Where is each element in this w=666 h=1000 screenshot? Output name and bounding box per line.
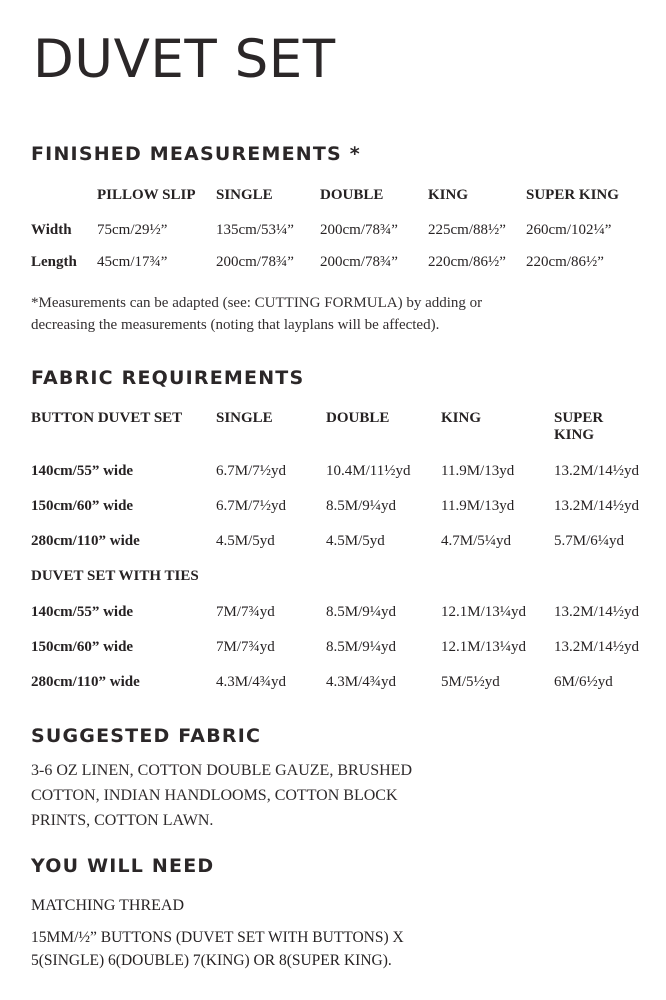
fm-cell: 220cm/86½” (428, 253, 506, 270)
page-title: DUVET SET (33, 29, 336, 90)
fm-cell: 225cm/88½” (428, 221, 506, 238)
fq-cell: 4.3M/4¾yd (216, 673, 287, 690)
fq-ties-row-280 (31, 674, 642, 691)
fq-cell: 7M/7¾yd (216, 638, 275, 655)
suggested-fabric-heading: SUGGESTED FABRIC (31, 724, 262, 747)
fq-button-row-150 (31, 498, 642, 515)
fq-col-header-king: KING (441, 409, 482, 426)
suggested-fabric-line: 3-6 OZ LINEN, COTTON DOUBLE GAUZE, BRUSHED (31, 761, 413, 779)
fq-ties-subheading: DUVET SET WITH TIES (31, 567, 199, 584)
fq-cell: 8.5M/9¼yd (326, 497, 397, 514)
fq-col-header-double: DOUBLE (326, 409, 390, 426)
fm-cell: 75cm/29½” (97, 221, 168, 238)
fm-row-width (31, 222, 642, 239)
suggested-fabric-line: PRINTS, COTTON LAWN. (31, 811, 214, 829)
fq-cell: 11.9M/13yd (441, 497, 515, 514)
fq-cell: 12.1M/13¼yd (441, 603, 527, 620)
buttons-requirement-line: 15MM/½” BUTTONS (DUVET SET WITH BUTTONS) X (31, 928, 404, 946)
you-will-need-heading: YOU WILL NEED (31, 854, 215, 877)
fq-header-row (31, 410, 642, 444)
fq-row-label: 280cm/110” wide (31, 532, 140, 549)
fq-row-label: 150cm/60” wide (31, 497, 134, 514)
measurements-footnote (31, 292, 642, 336)
fabric-requirements-section (31, 366, 642, 691)
fq-button-row-140 (31, 463, 642, 480)
fq-cell: 5M/5½yd (441, 673, 500, 690)
fm-header-row (31, 187, 642, 204)
fq-cell: 12.1M/13¼yd (441, 638, 527, 655)
fq-cell: 10.4M/11½yd (326, 462, 411, 479)
fq-cell: 13.2M/14½yd (554, 603, 640, 620)
fq-cell: 4.5M/5yd (216, 532, 275, 549)
fm-cell: 135cm/53¼” (216, 221, 294, 238)
fm-col-header-double: DOUBLE (320, 186, 384, 203)
fq-row-label: 280cm/110” wide (31, 673, 140, 690)
fq-col-header-button-duvet-set: BUTTON DUVET SET (31, 409, 183, 426)
fq-row-label: 140cm/55” wide (31, 603, 134, 620)
fm-row-label: Width (31, 221, 72, 238)
fq-cell: 6M/6½yd (554, 673, 613, 690)
fq-ties-subheading-row (31, 568, 642, 585)
fq-cell: 13.2M/14½yd (554, 462, 640, 479)
fq-cell: 13.2M/14½yd (554, 497, 640, 514)
fm-cell: 220cm/86½” (526, 253, 604, 270)
finished-measurements-section (31, 142, 642, 336)
fq-cell: 8.5M/9¼yd (326, 638, 397, 655)
footnote-line: *Measurements can be adapted (see: CUTTING FORMULA) by adding or (31, 294, 483, 311)
suggested-fabric-text (31, 758, 642, 833)
fq-button-row-280 (31, 533, 642, 550)
suggested-fabric-line: COTTON, INDIAN HANDLOOMS, COTTON BLOCK (31, 786, 398, 804)
suggested-fabric-section (31, 724, 642, 833)
fq-cell: 8.5M/9¼yd (326, 603, 397, 620)
fq-cell: 4.3M/4¾yd (326, 673, 397, 690)
fm-corner-cell (31, 187, 97, 204)
you-will-need-item-thread: MATCHING THREAD (31, 896, 185, 914)
fq-cell: 4.5M/5yd (326, 532, 385, 549)
fq-row-label: 140cm/55” wide (31, 462, 134, 479)
fm-row-length (31, 254, 642, 271)
fq-cell: 11.9M/13yd (441, 462, 515, 479)
fm-col-header-king: KING (428, 186, 469, 203)
fm-cell: 200cm/78¾” (320, 221, 398, 238)
fabric-requirements-heading: FABRIC REQUIREMENTS (31, 366, 305, 389)
fq-cell: 5.7M/6¼yd (554, 532, 625, 549)
footnote-line: decreasing the measurements (noting that layplans will be affected). (31, 316, 440, 333)
buttons-requirement-line: 5(SINGLE) 6(DOUBLE) 7(KING) OR 8(SUPER KING). (31, 951, 392, 969)
finished-measurements-table (31, 187, 642, 271)
fq-ties-row-150 (31, 639, 642, 656)
fm-row-label: Length (31, 253, 77, 270)
fq-cell: 6.7M/7½yd (216, 462, 287, 479)
fq-cell: 13.2M/14½yd (554, 638, 640, 655)
fq-row-label: 150cm/60” wide (31, 638, 134, 655)
fq-col-header-single: SINGLE (216, 409, 273, 426)
fq-cell: 7M/7¾yd (216, 603, 275, 620)
you-will-need-section (31, 854, 642, 972)
fq-cell: 6.7M/7½yd (216, 497, 287, 514)
you-will-need-item-buttons (31, 926, 642, 972)
fm-col-header-super-king: SUPER KING (526, 186, 619, 203)
fabric-requirements-table (31, 410, 642, 691)
fm-cell: 200cm/78¾” (320, 253, 398, 270)
fm-col-header-pillow-slip: PILLOW SLIP (97, 186, 196, 203)
fm-cell: 200cm/78¾” (216, 253, 294, 270)
fq-col-header-super-king: SUPER KING (554, 409, 604, 443)
fq-ties-row-140 (31, 604, 642, 621)
finished-measurements-heading: FINISHED MEASUREMENTS * (31, 142, 361, 165)
fm-cell: 45cm/17¾” (97, 253, 168, 270)
fq-cell: 4.7M/5¼yd (441, 532, 512, 549)
fm-col-header-single: SINGLE (216, 186, 273, 203)
fm-cell: 260cm/102¼” (526, 221, 612, 238)
